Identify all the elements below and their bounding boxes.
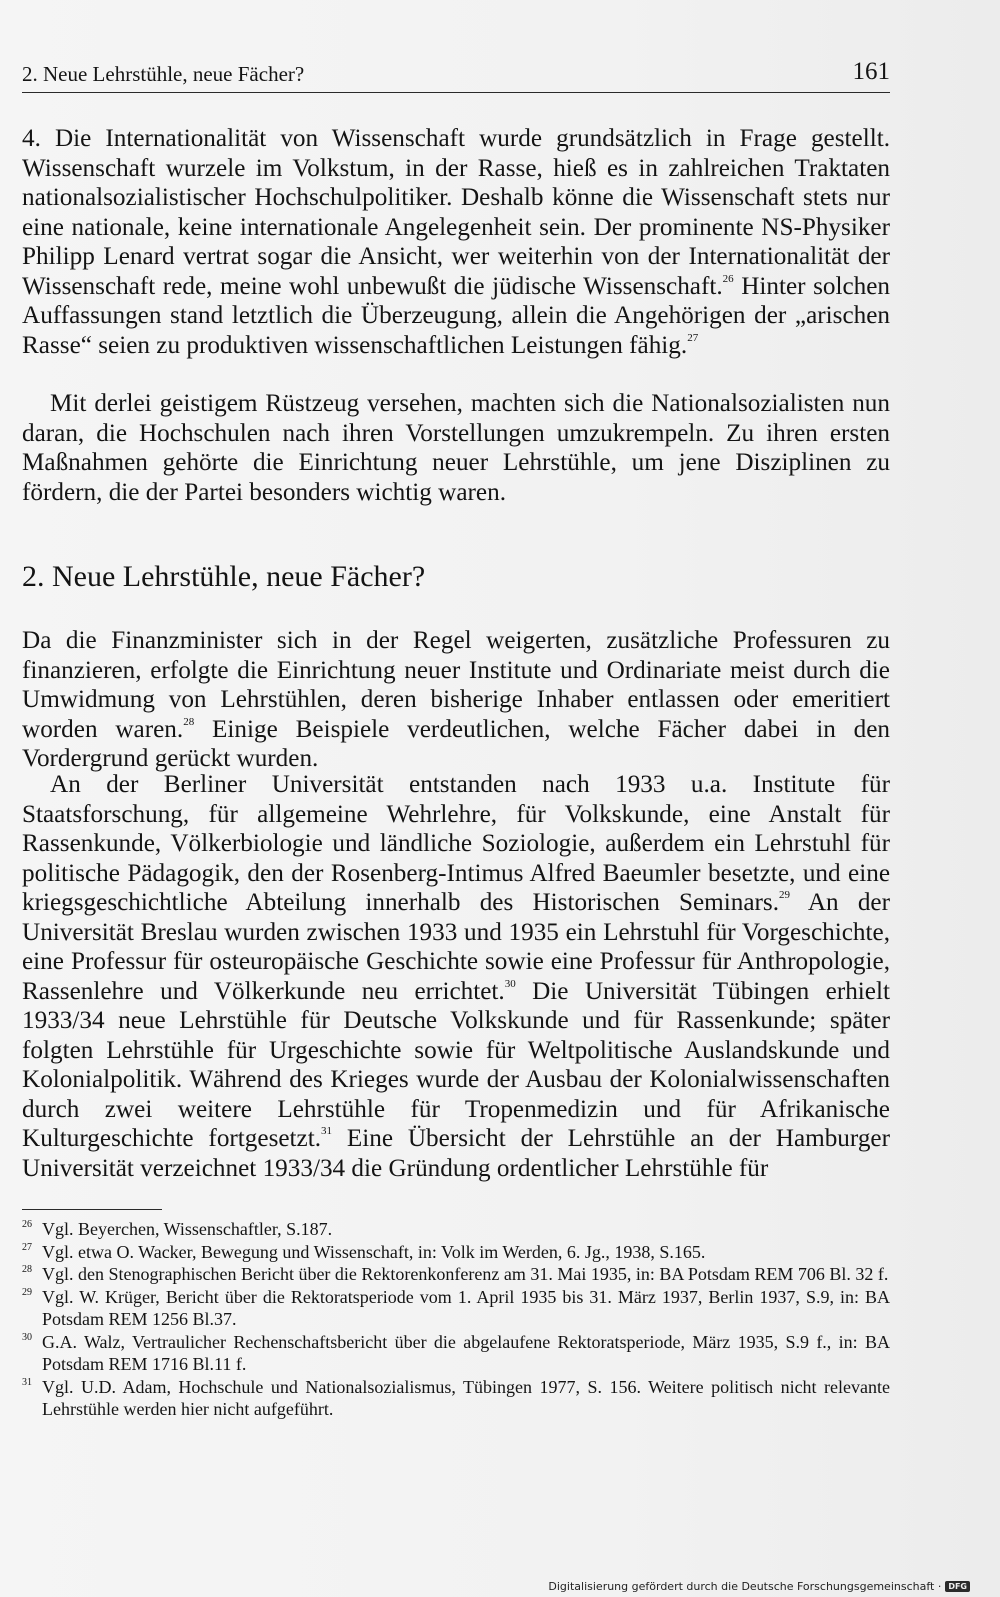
- digitization-credit: [548, 1580, 970, 1593]
- footnote-number: 29: [22, 1286, 32, 1298]
- paragraph-text: An der Universität Breslau wurden zwischen 1933 und 1935 ein Lehrstuhl für Vorgeschichte, eine Professur für osteuropäische Geschichte sowie eine Professur für Anthropologie, Rassenlehre und Völkerkunde neu errichtet.: [22, 889, 890, 1005]
- footnote-ref[interactable]: 28: [183, 715, 195, 728]
- paragraph-internationality: [22, 124, 890, 360]
- paragraph-text: Einige Beispiele verdeutlichen, welche Fächer dabei in den Vordergrund gerückt wurden.: [22, 715, 890, 772]
- running-title: 2. Neue Lehrstühle, neue Fächer?: [22, 62, 305, 86]
- paragraph-text: Da die Finanzminister sich in der Regel weigerten, zusätzliche Professuren zu finanzieren, erfolgte die Einrichtung neuer Institute und Ordinariate meist durch die Umwidmung von Lehrstühlen, deren bisherige Inhaber entlassen oder emeritiert worden waren.: [22, 627, 890, 743]
- footnote-divider: [22, 1209, 162, 1210]
- running-header: [22, 56, 890, 93]
- footnote-ref[interactable]: 29: [779, 889, 791, 901]
- footnote-text: Vgl. W. Krüger, Bericht über die Rektoratsperiode vom 1. April 1935 bis 31. März 1937, Berlin 1937, S.9, in: BA Potsdam REM 1256 Bl.37.: [42, 1286, 890, 1329]
- footnote-26: [22, 1218, 890, 1241]
- footnote-text: Vgl. etwa O. Wacker, Bewegung und Wissenschaft, in: Volk im Werden, 6. Jg., 1938, S.165.: [42, 1241, 706, 1262]
- footnote-text: Vgl. U.D. Adam, Hochschule und Nationalsozialismus, Tübingen 1977, S. 156. Weitere politisch nicht relevante Lehrstühle werden hier nicht aufgeführt.: [42, 1376, 890, 1419]
- footnote-30: [22, 1331, 890, 1376]
- paragraph-text: Mit derlei geistigem Rüstzeug versehen, machten sich die Nationalsozialisten nun daran, die Hochschulen nach ihren Vorstellungen umzukrempeln. Zu ihren ersten Maßnahmen gehörte die Einrichtung neuer Lehrstühle, um jene Disziplinen zu fördern, die der Partei besonders wichtig waren.: [22, 390, 890, 506]
- footnote-number: 28: [22, 1264, 32, 1275]
- footnote-text: Vgl. Beyerchen, Wissenschaftler, S.187.: [42, 1219, 333, 1239]
- footnote-31: [22, 1376, 890, 1421]
- paragraph-finance: [22, 626, 890, 774]
- paragraph-text: Hinter solchen Auffassungen stand letztlich die Überzeugung, allein die Angehörigen der „arischen Rasse“ seien zu produktiven wissenschaftlichen Leistungen fähig.: [22, 272, 891, 359]
- footnote-ref[interactable]: 31: [321, 1125, 333, 1137]
- footnote-ref[interactable]: 26: [722, 272, 734, 285]
- footnote-text: Vgl. den Stenographischen Bericht über die Rektorenkonferenz am 31. Mai 1935, in: BA Potsdam REM 706 Bl. 32 f.: [42, 1264, 889, 1284]
- footnote-text: G.A. Walz, Vertraulicher Rechenschaftsbericht über die abgelaufene Rektoratsperiode, März 1935, S.9 f., in: BA Potsdam REM 1716 Bl.11 f.: [42, 1331, 890, 1374]
- paragraph-text: 4. Die Internationalität von Wissenschaft wurde grundsätzlich in Frage gestellt. Wissenschaft wurzele im Volkstum, in der Rasse, hieß es in zahlreichen Traktaten nationalsozialistischer Hochschulpolitiker. Deshalb könne die Wissenschaft stets nur eine nationale, keine internationale Angelegenheit sein. Der prominente NS-Physiker Philipp Lenard vertrat sogar die Ansicht, wer weiterhin von der Internationalität der Wissenschaft rede, meine wohl unbewußt die jüdische Wissenschaft.: [22, 125, 890, 300]
- footnote-29: [22, 1286, 890, 1331]
- paragraph-transition: [22, 389, 890, 507]
- footnote-28: [22, 1263, 890, 1286]
- paragraph-text: Die Universität Tübingen erhielt 1933/34 neue Lehrstühle für Deutsche Volkskunde und für Rassenkunde; später folgten Lehrstühle für Urgeschichte sowie für Weltpolitische Auslandskunde und Kolonialpolitik. Während des Krieges wurde der Ausbau der Kolonialwissenschaften durch zwei weitere Lehrstühle für Tropenmedizin und für Afrikanische Kulturgeschichte fortgesetzt.: [22, 977, 890, 1152]
- footnote-number: 26: [22, 1219, 32, 1230]
- page-number: 161: [852, 58, 890, 85]
- paragraph-text: An der Berliner Universität entstanden nach 1933 u.a. Institute für Staatsforschung, für allgemeine Wehrlehre, für Volkskunde, eine Anstalt für Rassenkunde, Völkerbiologie und ländliche Soziologie, außerdem ein Lehrstuhl für politische Pädagogik, den der Rosenberg-Intimus Alfred Baeumler besetzte, und eine kriegsgeschichtliche Abteilung innerhalb des Historischen Seminars.: [22, 771, 890, 916]
- paragraph-text: Eine Übersicht der Lehrstühle an der Hamburger Universität verzeichnet 1933/34 die Gründung ordentlicher Lehrstühle für: [22, 1125, 890, 1182]
- footnote-ref[interactable]: 30: [504, 977, 516, 990]
- footnote-ref[interactable]: 27: [687, 331, 699, 344]
- dfg-logo-icon: DFG: [945, 1581, 970, 1592]
- footnote-number: 30: [22, 1331, 32, 1343]
- footnote-number: 31: [22, 1376, 32, 1388]
- section-heading: 2. Neue Lehrstühle, neue Fächer?: [22, 560, 426, 593]
- footnote-number: 27: [22, 1241, 32, 1253]
- footnotes: [22, 1218, 890, 1421]
- paragraph-universities: [22, 770, 890, 1183]
- credit-text: Digitalisierung gefördert durch die Deutsche Forschungsgemeinschaft ·: [548, 1580, 942, 1593]
- footnote-27: [22, 1241, 890, 1264]
